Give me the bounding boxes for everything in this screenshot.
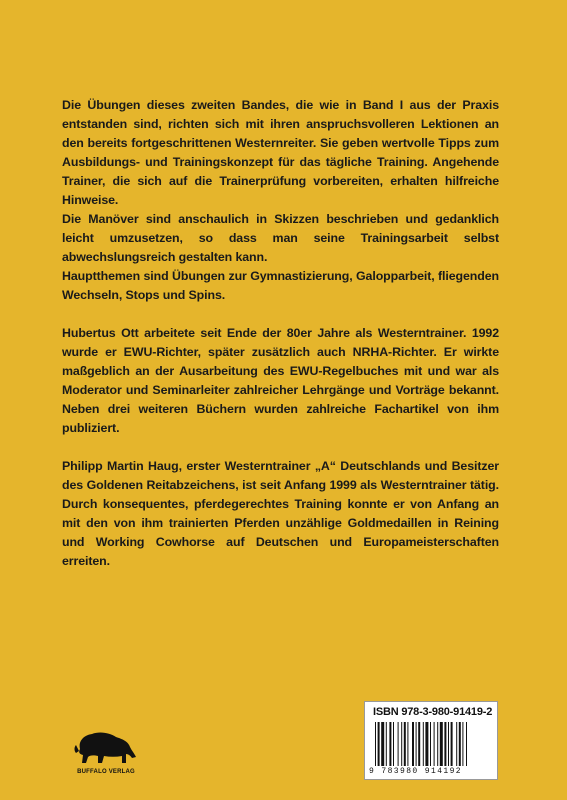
paragraph-gap <box>62 438 499 457</box>
barcode-bar <box>425 722 428 766</box>
barcode-bar <box>448 722 449 766</box>
author-bio-haug: Philipp Martin Haug, erster Westerntrainer „A“ Deutschlands und Besitzer des Goldenen Reitabzeichens, ist seit Anfang 1999 als Westerntrainer tätig. Durch konsequentes, pferdegerechtes Training konnte er von Anfang an mit den von ihm trainierten Pferden unzählige Goldmedaillen in Reining und Working Cowhorse auf Deutschen und Europameisterschaften erreiten. <box>62 459 499 568</box>
barcode-bar <box>440 722 443 766</box>
barcode-bar <box>381 722 384 766</box>
barcode-bar <box>386 722 387 766</box>
barcode-bar <box>378 722 380 766</box>
barcode-bar <box>437 722 438 766</box>
paragraph-gap <box>62 305 499 324</box>
barcode-bar <box>404 722 406 766</box>
barcode-bar <box>459 722 461 766</box>
barcode-bar <box>375 722 376 766</box>
barcode-digits: 9 783980 914192 <box>369 767 463 776</box>
barcode-bar <box>398 722 399 766</box>
barcode-bar <box>389 722 391 766</box>
barcode-bar <box>412 722 414 766</box>
blurb-paragraph-topics: Hauptthemen sind Übungen zur Gymnastizierung, Galopparbeit, fliegenden Wechseln, Stops und Spins. <box>62 269 499 302</box>
barcode-bar <box>416 722 417 766</box>
barcode-bar <box>418 722 420 766</box>
barcode-bar <box>434 722 435 766</box>
barcode-bar <box>456 722 457 766</box>
barcode-bar <box>430 722 431 766</box>
barcode-bar <box>423 722 424 766</box>
publisher-logo <box>70 727 142 777</box>
buffalo-icon <box>70 727 142 769</box>
back-cover-blurb <box>62 96 499 571</box>
blurb-paragraph-intro: Die Übungen dieses zweiten Bandes, die wie in Band I aus der Praxis entstanden sind, richten sich mit ihren anspruchsvolleren Lektionen an den bereits fortgeschrittenen Westernreiter. Sie geben wertvolle Tipps zum Ausbildungs- und Trainingskonzept für das tägliche Training. Angehende Trainer, die sich auf die Trainerprüfung vorbereiten, erhalten hilfreiche Hinweise. <box>62 98 499 207</box>
blurb-paragraph-maneuvers: Die Manöver sind anschaulich in Skizzen beschrieben und gedanklich leicht umzusetzen, so dass man seine Trainingsarbeit selbst abwechslungsreich gestalten kann. <box>62 212 499 264</box>
barcode-bar <box>401 722 402 766</box>
barcode-bar <box>393 722 394 766</box>
isbn-barcode-box <box>364 701 498 780</box>
barcode-bar <box>462 722 463 766</box>
barcode-bar <box>407 722 408 766</box>
publisher-name: BUFFALO VERLAG <box>77 769 135 775</box>
barcode-bar <box>444 722 446 766</box>
barcode-bar <box>451 722 453 766</box>
isbn-label: ISBN 978-3-980-91419-2 <box>373 706 493 718</box>
barcode-bars <box>375 722 489 766</box>
barcode-bar <box>466 722 467 766</box>
author-bio-ott: Hubertus Ott arbeitete seit Ende der 80er Jahre als Westerntrainer. 1992 wurde er EWU-Richter, später zusätzlich auch NRHA-Richter. Er wirkte maßgeblich an der Ausarbeitung des EWU-Regelbuches mit und war als Moderator und Seminarleiter zahlreicher Lehrgänge und Vorträge bekannt. Neben drei weiteren Büchern wurden zahlreiche Fachartikel von ihm publiziert. <box>62 326 499 435</box>
